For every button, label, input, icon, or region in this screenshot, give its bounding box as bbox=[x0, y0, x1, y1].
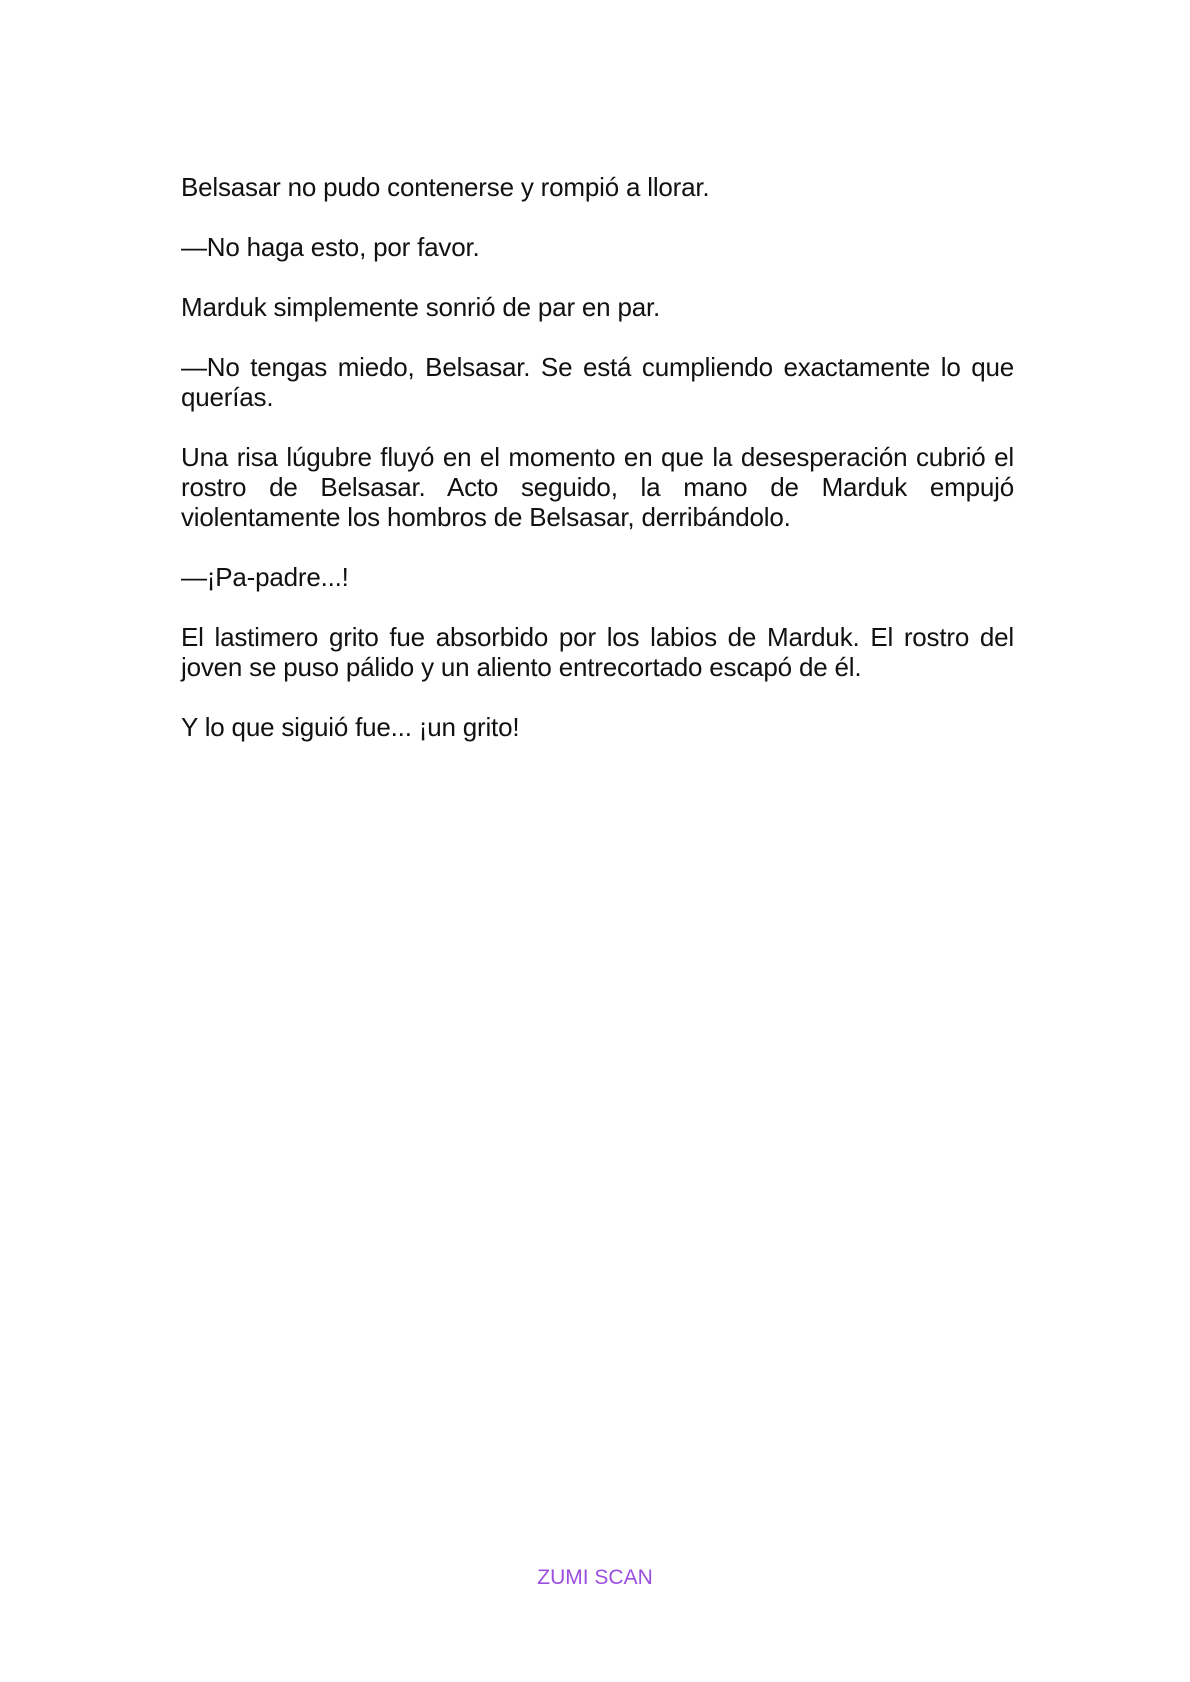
document-body bbox=[181, 172, 1014, 772]
footer-watermark: ZUMI SCAN bbox=[537, 1566, 653, 1589]
paragraph: —No haga esto, por favor. bbox=[181, 232, 480, 262]
paragraph: —No tengas miedo, Belsasar. Se está cumpliendo exactamente lo que querías. bbox=[181, 352, 1014, 412]
paragraph: Y lo que siguió fue... ¡un grito! bbox=[181, 712, 520, 742]
paragraph: El lastimero grito fue absorbido por los labios de Marduk. El rostro del joven se puso pálido y un aliento entrecortado escapó de él. bbox=[181, 622, 1014, 682]
paragraph: Una risa lúgubre fluyó en el momento en que la desesperación cubrió el rostro de Belsasar. Acto seguido, la mano de Marduk empujó violentamente los hombros de Belsasar, derribándolo. bbox=[181, 442, 1014, 532]
paragraph: —¡Pa-padre...! bbox=[181, 562, 349, 592]
paragraph: Marduk simplemente sonrió de par en par. bbox=[181, 292, 661, 322]
paragraph: Belsasar no pudo contenerse y rompió a llorar. bbox=[181, 172, 710, 202]
